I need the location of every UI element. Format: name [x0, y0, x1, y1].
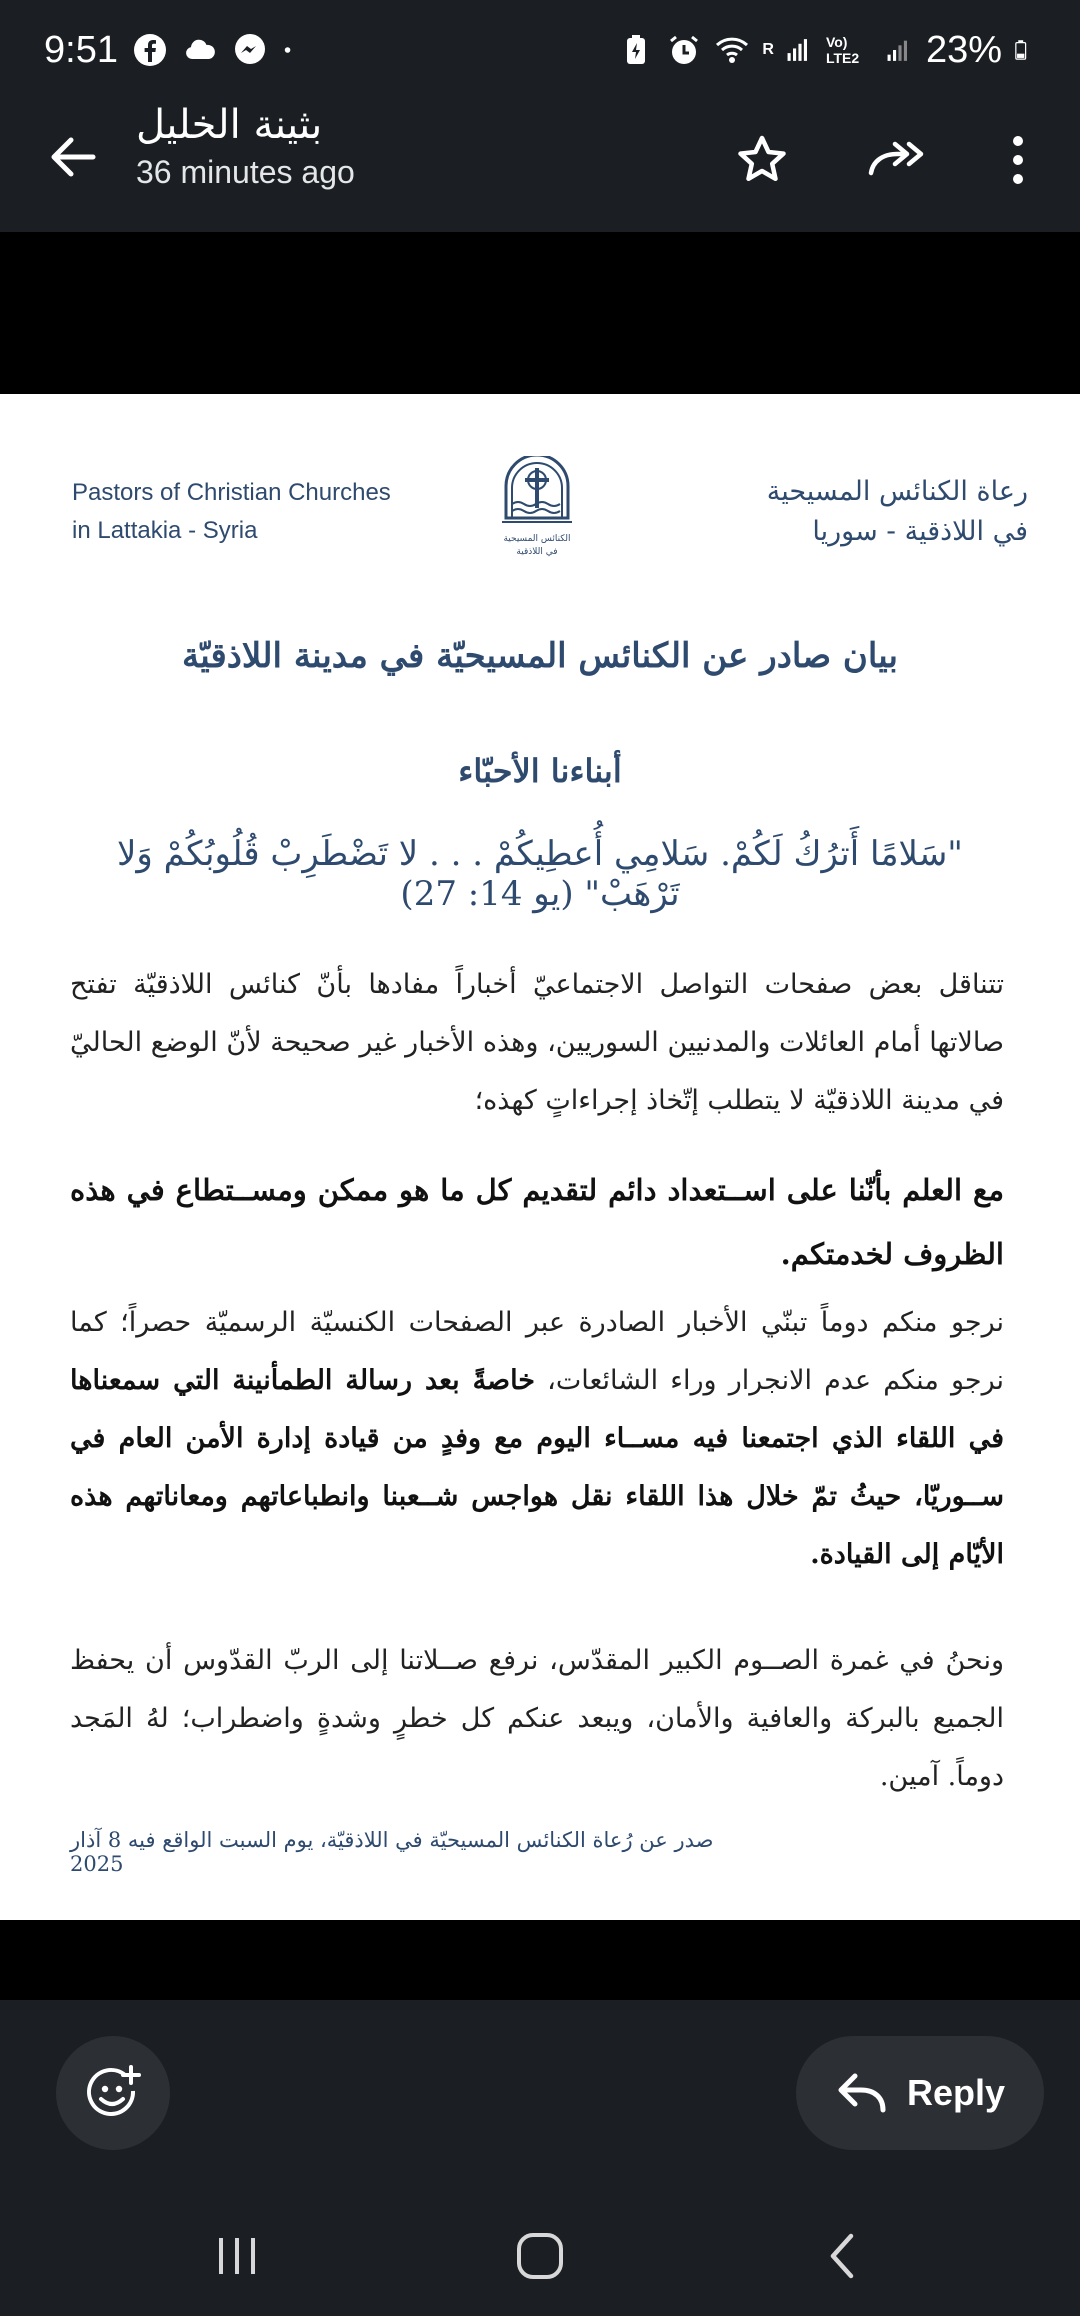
signal-label-lte: Vo) LTE2: [825, 34, 860, 66]
svg-text:في اللاذقية: في اللاذقية: [516, 547, 558, 557]
battery-icon: [1014, 32, 1036, 68]
paragraph-3: [70, 1294, 1004, 1584]
paragraph-3-normal: نرجو منكم دوماً تبنّي الأخبار الصادرة عبر الصفحات الكنسيّة الرسميّة حصراً؛ كما نرجو منكم عدم الانجرار وراء الشائعات،: [70, 1307, 1004, 1396]
org-name-english: [72, 474, 412, 550]
document-title: بيان صادر عن الكنائس المسيحيّة في مدينة اللاذقيّة: [182, 636, 898, 676]
reply-icon: [835, 2072, 887, 2114]
add-reaction-button[interactable]: [56, 2036, 170, 2150]
image-letterbox-bottom: [0, 1920, 1080, 2000]
nav-back-button[interactable]: [803, 2220, 883, 2292]
forward-button[interactable]: [860, 122, 936, 198]
home-icon: [514, 2230, 566, 2282]
org-name-english-text: Pastors of Christian Churches in Lattakia - Syria: [72, 479, 391, 544]
paragraph-1: تتناقل بعض صفحات التواصل الاجتماعيّ أخباراً مفادها بأنّ كنائس اللاذقيّة تفتح صالاتها أمام العائلات والمدنيين السوريين، وهذه الأخبار غير صحيحة لأنّ الوضع الحاليّ في مدينة اللاذقيّة لا يتطلب إتّخاذ إجراءاتٍ كهذه؛: [70, 969, 1004, 1116]
cloud-icon: [182, 32, 218, 68]
facebook-icon: [132, 32, 168, 68]
message-header: [0, 100, 1080, 232]
back-button[interactable]: [38, 122, 108, 192]
add-reaction-icon: [85, 2065, 141, 2121]
attached-image-document[interactable]: [0, 394, 1080, 1920]
star-icon: [735, 133, 789, 187]
signal-icon: [786, 32, 814, 68]
home-button[interactable]: [500, 2220, 580, 2292]
reply-label: Reply: [906, 2072, 1006, 2113]
paragraph-3-bold: خاصةً بعد رسالة الطمأنينة التي سمعناها في اللقاء الذي اجتمعنا فيه مســاء اليوم مع وفدٍ من قيادة إدارة الأمن العام في ســوريّا، حيثُ تمّ خلال هذا اللقاء نقل هواجس شــعبنا وانطباعاتهم ومعاناتهم هذه الأيّام إلى القيادة.: [70, 1365, 1004, 1570]
message-timestamp: 36 minutes ago: [136, 154, 355, 190]
sender-block: [136, 102, 355, 191]
dot-icon: [282, 32, 302, 68]
back-icon: [823, 2230, 863, 2282]
reply-button[interactable]: [796, 2036, 1044, 2150]
more-vert-icon: [1008, 133, 1028, 187]
back-arrow-icon: [47, 131, 99, 183]
status-time: 9:51: [44, 28, 118, 71]
status-left: [44, 29, 302, 72]
signal-label-r: R: [762, 41, 774, 58]
status-bar: [0, 0, 1080, 100]
recents-button[interactable]: [197, 2220, 277, 2292]
recents-icon: [213, 2232, 261, 2280]
document-footer: صدر عن رُعاة الكنائس المسيحيّة في اللاذقيّة، يوم السبت الواقع فيه 8 آذار 2025: [70, 1828, 714, 1876]
svg-text:الكنائس المسيحية: الكنائس المسيحية: [503, 534, 571, 544]
wifi-icon: [714, 32, 750, 68]
org-name-arabic: [708, 472, 1028, 552]
church-logo-icon: [498, 456, 576, 566]
status-right: [618, 29, 1036, 72]
org-name-arabic-text: رعاة الكنائس المسيحية في اللاذقية - سوريا: [766, 476, 1028, 547]
alarm-icon: [666, 32, 702, 68]
system-navigation-bar: [0, 2200, 1080, 2316]
battery-saver-icon: [618, 32, 654, 68]
star-button[interactable]: [724, 122, 800, 198]
image-letterbox-top: [0, 232, 1080, 394]
document-greeting: أبناءنا الأحبّاء: [458, 752, 622, 790]
signal-icon-2: [886, 32, 914, 68]
more-options-button[interactable]: [980, 122, 1056, 198]
forward-icon: [867, 133, 929, 187]
paragraph-4: ونحنُ في غمرة الصــوم الكبير المقدّس، نرفع صــلاتنا إلى الربّ القدّوس أن يحفظ الجميع بالبركة والعافية والأمان، ويبعد عنكم كل خطرٍ وشدةٍ واضطراب؛ لهُ المَجد دوماً. آمين.: [70, 1645, 1004, 1792]
battery-percent: 23%: [925, 28, 1002, 71]
paragraph-2: مع العلم بأنّنا على اســتعداد دائم لتقديم كل ما هو ممكن ومســتطاع في هذه الظروف لخدمتكم.: [70, 1173, 1004, 1271]
messenger-icon: [232, 32, 268, 68]
sender-name: بثينة الخليل: [136, 102, 323, 148]
bible-verse: "سَلامًا أَترُكُ لَكُمْ. سَلامِي أُعطِيكُمْ . . . لا تَضْطَرِبْ قُلُوبُكُمْ وَلا تَرْهَبْ" (يو 14: 27): [117, 834, 963, 914]
